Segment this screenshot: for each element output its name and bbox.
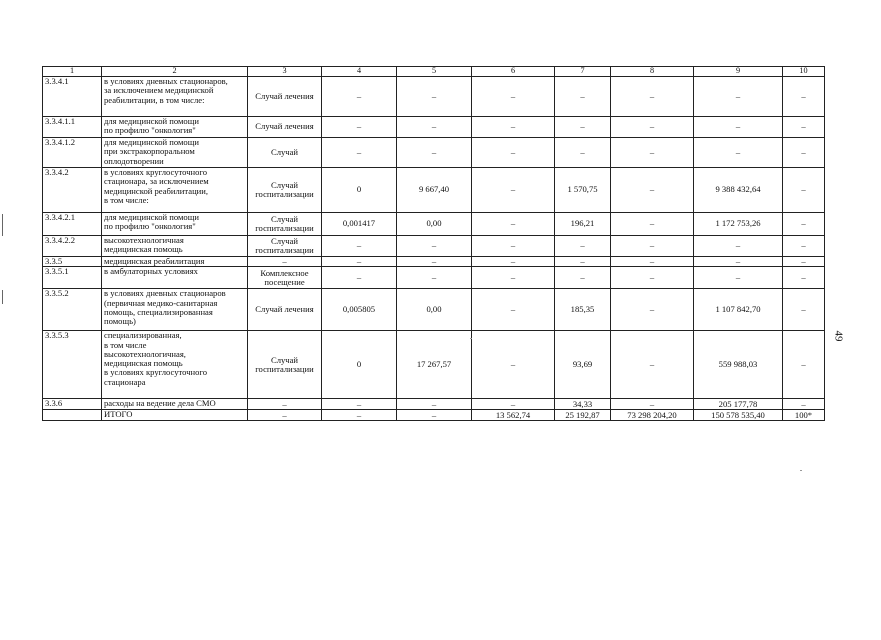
page-number: 49 [832,330,845,342]
cell-col7: 1 570,75 [555,168,611,213]
scan-speck [470,338,472,339]
cell-col5: – [397,77,472,117]
table-row [43,213,825,236]
cell-col5: – [397,117,472,138]
cell-col4: – [322,267,397,289]
cell-col7: 185,35 [555,289,611,331]
cell-col9: 9 388 432,64 [694,168,783,213]
cell-col7: 34,33 [555,399,611,410]
cell-col4: – [322,410,397,421]
cell-col4: – [322,77,397,117]
cell-col7: – [555,257,611,267]
table-row [43,236,825,257]
row-code: 3.3.4.1.1 [43,117,102,138]
cell-col10: – [783,236,825,257]
header-cell: 8 [611,67,694,77]
row-code: 3.3.5.1 [43,267,102,289]
cell-col10: – [783,399,825,410]
cell-col10: – [783,117,825,138]
table-row [43,399,825,410]
table-row [43,168,825,213]
cell-col9: 205 177,78 [694,399,783,410]
row-unit: Случай госпитализации [248,236,322,257]
row-unit: Случай лечения [248,117,322,138]
cell-col10: 100* [783,410,825,421]
cell-col7: – [555,77,611,117]
cell-col5: – [397,410,472,421]
table-row [43,257,825,267]
cell-col5: – [397,399,472,410]
row-unit: Случай [248,138,322,168]
cell-col8: – [611,213,694,236]
row-unit: – [248,257,322,267]
cell-col9: – [694,77,783,117]
cell-col8: – [611,138,694,168]
row-code [43,410,102,421]
cell-col10: – [783,77,825,117]
header-cell: 3 [248,67,322,77]
cell-col10: – [783,267,825,289]
row-name: в условиях дневных стационаров (первичная медико-санитарная помощь, специализированная помощь) [102,289,248,331]
data-table [42,66,825,421]
table-row [43,410,825,421]
header-cell: 2 [102,67,248,77]
header-cell: 1 [43,67,102,77]
cell-col6: – [472,267,555,289]
cell-col5: 0,00 [397,213,472,236]
cell-col5: 17 267,57 [397,331,472,399]
cell-col9: 559 988,03 [694,331,783,399]
cell-col9: – [694,117,783,138]
cell-col7: – [555,267,611,289]
cell-col5: 0,00 [397,289,472,331]
cell-col9: – [694,236,783,257]
header-cell: 4 [322,67,397,77]
row-code: 3.3.5.2 [43,289,102,331]
cell-col10: – [783,168,825,213]
cell-col5: 9 667,40 [397,168,472,213]
cell-col4: 0 [322,331,397,399]
cell-col9: 1 172 753,26 [694,213,783,236]
cell-col10: – [783,257,825,267]
cell-col4: – [322,117,397,138]
row-name: для медицинской помощи по профилю "онкология" [102,213,248,236]
row-code: 3.3.5 [43,257,102,267]
cell-col8: – [611,236,694,257]
header-cell: 5 [397,67,472,77]
cell-col4: 0,001417 [322,213,397,236]
cell-col6: – [472,213,555,236]
cell-col6: – [472,236,555,257]
header-row [43,67,825,77]
cell-col5: – [397,236,472,257]
header-cell: 10 [783,67,825,77]
row-code: 3.3.4.2 [43,168,102,213]
table-row [43,289,825,331]
cell-col7: – [555,236,611,257]
row-name: медицинская реабилитация [102,257,248,267]
cell-col8: – [611,267,694,289]
scan-edge-mark [2,290,3,304]
cell-col8: – [611,168,694,213]
cell-col9: – [694,257,783,267]
cell-col4: – [322,236,397,257]
cell-col9: 1 107 842,70 [694,289,783,331]
row-code: 3.3.4.1 [43,77,102,117]
row-code: 3.3.6 [43,399,102,410]
header-cell: 6 [472,67,555,77]
row-name: ИТОГО [102,410,248,421]
cell-col6: – [472,77,555,117]
cell-col4: 0,005805 [322,289,397,331]
cell-col6: 13 562,74 [472,410,555,421]
header-cell: 9 [694,67,783,77]
row-unit: Случай госпитализации [248,213,322,236]
cell-col10: – [783,331,825,399]
row-name: в условиях дневных стационаров, за исключением медицинской реабилитации, в том числе: [102,77,248,117]
table-row [43,138,825,168]
cell-col6: – [472,138,555,168]
cell-col8: – [611,77,694,117]
cell-col6: – [472,331,555,399]
row-name: специализированная, в том числе высокотехнологичная, медицинская помощь в условиях круглосуточного стационара [102,331,248,399]
cell-col8: – [611,331,694,399]
cell-col6: – [472,289,555,331]
row-unit: Случай госпитализации [248,168,322,213]
cell-col4: – [322,257,397,267]
cell-col7: 196,21 [555,213,611,236]
table-row [43,117,825,138]
cell-col6: – [472,257,555,267]
row-unit: Комплексное посещение [248,267,322,289]
cell-col9: – [694,138,783,168]
cell-col5: – [397,257,472,267]
row-name: в условиях круглосуточного стационара, за исключением медицинской реабилитации, в том числе: [102,168,248,213]
row-code: 3.3.5.3 [43,331,102,399]
cell-col6: – [472,168,555,213]
cell-col8: – [611,399,694,410]
header-cell: 7 [555,67,611,77]
row-unit: – [248,410,322,421]
cell-col8: 73 298 204,20 [611,410,694,421]
cell-col6: – [472,117,555,138]
cell-col8: – [611,289,694,331]
cell-col5: – [397,267,472,289]
row-code: 3.3.4.1.2 [43,138,102,168]
cell-col4: – [322,138,397,168]
cell-col10: – [783,213,825,236]
cell-col7: 25 192,87 [555,410,611,421]
table-row [43,267,825,289]
cell-col4: – [322,399,397,410]
scan-edge-mark [2,214,3,236]
cell-col7: 93,69 [555,331,611,399]
row-name: для медицинской помощи при экстракорпоральном oплодотворении [102,138,248,168]
cell-col5: – [397,138,472,168]
cell-col7: – [555,138,611,168]
cell-col10: – [783,138,825,168]
cell-col8: – [611,117,694,138]
row-unit: – [248,399,322,410]
row-name: высокотехнологичная медицинская помощь [102,236,248,257]
row-unit: Случай лечения [248,289,322,331]
table-body [43,67,825,421]
scan-speck [800,470,802,471]
row-code: 3.3.4.2.2 [43,236,102,257]
cell-col7: – [555,117,611,138]
row-name: в амбулаторных условиях [102,267,248,289]
row-unit: Случай госпитализации [248,331,322,399]
cell-col6: – [472,399,555,410]
row-unit: Случай лечения [248,77,322,117]
cell-col9: 150 578 535,40 [694,410,783,421]
cell-col9: – [694,267,783,289]
row-name: для медицинской помощи по профилю "онкология" [102,117,248,138]
cell-col4: 0 [322,168,397,213]
cell-col10: – [783,289,825,331]
table-row [43,77,825,117]
cell-col8: – [611,257,694,267]
row-name: расходы на ведение дела СМО [102,399,248,410]
table-row [43,331,825,399]
row-code: 3.3.4.2.1 [43,213,102,236]
